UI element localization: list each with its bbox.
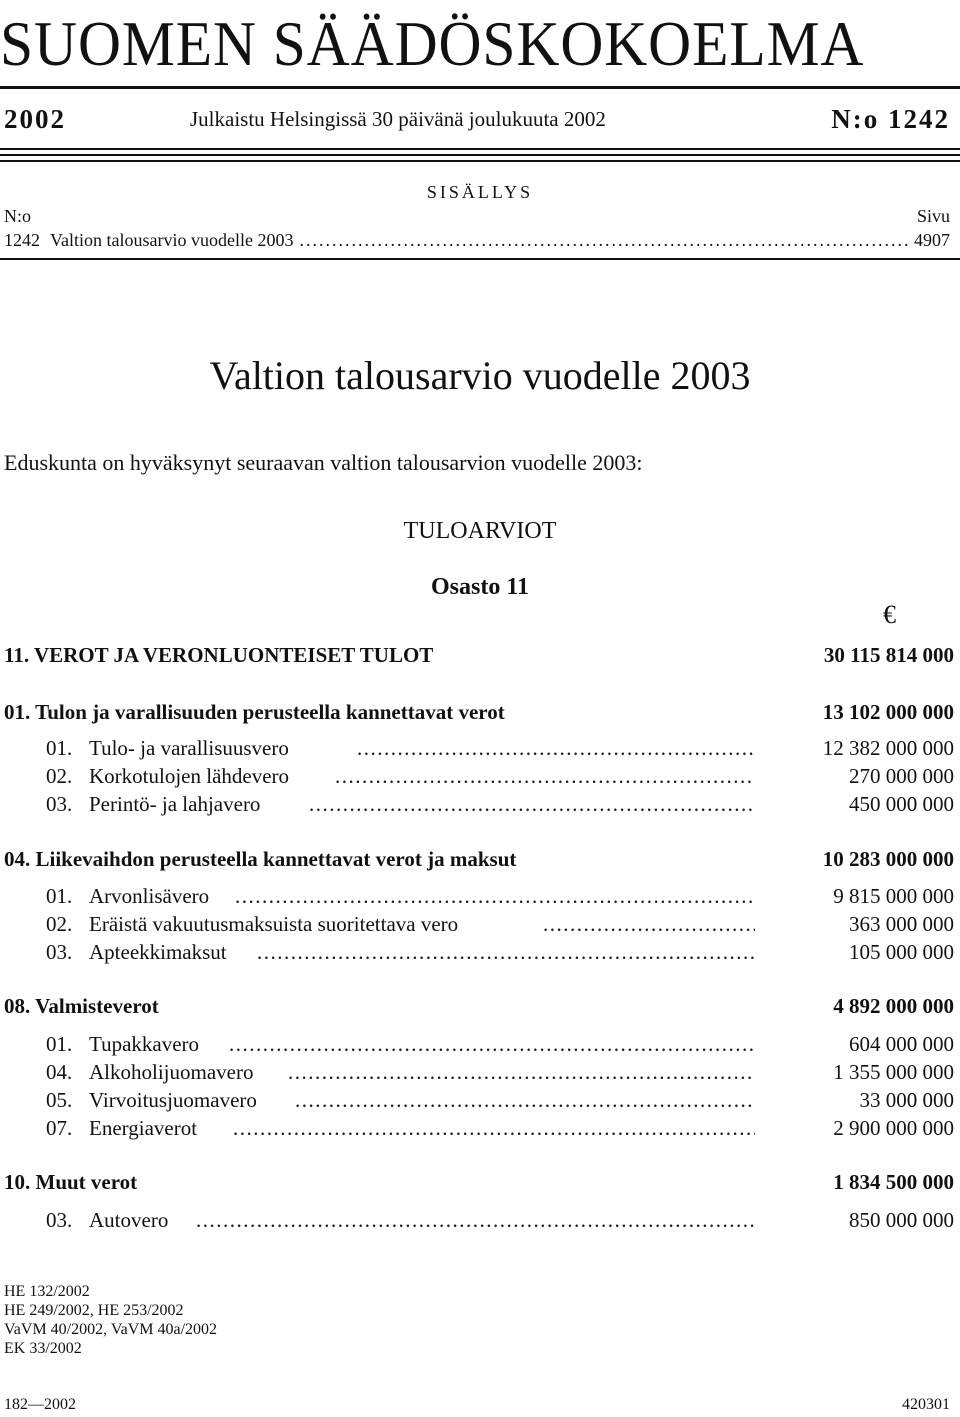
item-value: 363 000 000 — [849, 912, 954, 936]
item-number: 02. — [46, 764, 73, 788]
main-total-row — [0, 643, 960, 671]
leader-dots — [357, 736, 755, 761]
group-label: 01. Tulon ja varallisuuden perusteella kannettavat verot — [4, 700, 505, 724]
item-label: Eräistä vakuutusmaksuista suoritettava vero — [89, 912, 459, 936]
item-row — [0, 792, 960, 820]
toc-entry[interactable] — [4, 230, 950, 251]
group-row — [0, 700, 960, 728]
item-row — [0, 884, 960, 912]
item-row — [0, 1116, 960, 1144]
main-total-value: 30 115 814 000 — [823, 643, 954, 667]
currency-symbol: € — [883, 600, 896, 629]
item-label: Arvonlisävero — [89, 884, 210, 908]
item-number: 01. — [46, 1032, 73, 1056]
reference: HE 249/2002, HE 253/2002 — [4, 1302, 184, 1319]
item-value: 1 355 000 000 — [833, 1060, 954, 1084]
item-number: 07. — [46, 1116, 73, 1140]
leader-dots — [235, 884, 755, 909]
group-row — [0, 847, 960, 875]
item-value: 9 815 000 000 — [833, 884, 954, 908]
header-rule-3 — [0, 160, 960, 162]
item-row — [0, 912, 960, 940]
issue-year: 2002 — [4, 104, 66, 134]
item-label: Energiaverot — [89, 1116, 198, 1140]
item-number: 03. — [46, 792, 73, 816]
toc-entry-number: 1242 — [4, 230, 40, 250]
group-label: 10. Muut verot — [4, 1170, 138, 1194]
references — [4, 1282, 217, 1358]
publication-date: Julkaistu Helsingissä 30 päivänä joulukuuta 2002 — [190, 107, 606, 131]
item-row — [0, 764, 960, 792]
leader-dots — [335, 764, 755, 789]
document-title: Valtion talousarvio vuodelle 2003 — [209, 353, 751, 398]
group-row — [0, 1170, 960, 1198]
reference: EK 33/2002 — [4, 1340, 82, 1357]
item-number: 03. — [46, 940, 73, 964]
section-heading: TULOARVIOT — [403, 518, 557, 544]
masthead-rule — [0, 86, 960, 89]
item-value: 270 000 000 — [849, 764, 954, 788]
footer-right: 420301 — [902, 1396, 950, 1413]
toc-entry-title: Valtion talousarvio vuodelle 2003 — [50, 230, 294, 250]
item-label: Korkotulojen lähdevero — [89, 764, 290, 788]
group-value: 10 283 000 000 — [822, 847, 954, 871]
item-number: 01. — [46, 736, 73, 760]
leader-dots — [288, 1060, 755, 1085]
item-label: Autovero — [89, 1208, 169, 1232]
item-row — [0, 736, 960, 764]
reference: HE 132/2002 — [4, 1283, 90, 1300]
item-number: 03. — [46, 1208, 73, 1232]
group-value: 13 102 000 000 — [822, 700, 954, 724]
leader-dots — [257, 940, 755, 965]
intro-text: Eduskunta on hyväksynyt seuraavan valtion talousarvion vuodelle 2003: — [4, 450, 643, 475]
toc-col-number: N:o — [4, 206, 31, 226]
item-number: 02. — [46, 912, 73, 936]
group-label: 04. Liikevaihdon perusteella kannettavat verot ja maksut — [4, 847, 517, 871]
masthead-title: SUOMEN SÄÄDÖSKOKOELMA — [0, 8, 865, 79]
item-value: 450 000 000 — [849, 792, 954, 816]
item-value: 12 382 000 000 — [822, 736, 954, 760]
leader-dots — [229, 1032, 755, 1057]
header-rule-1 — [0, 148, 960, 150]
item-label: Alkoholijuomavero — [89, 1060, 254, 1084]
leader-dots — [295, 1088, 755, 1113]
leader-dots — [196, 1208, 755, 1233]
item-label: Virvoitusjuomavero — [89, 1088, 257, 1112]
reference: VaVM 40/2002, VaVM 40a/2002 — [4, 1321, 218, 1338]
group-label: 08. Valmisteverot — [4, 994, 159, 1018]
item-label: Tulo- ja varallisuusvero — [89, 736, 289, 760]
item-row — [0, 1088, 960, 1116]
header-rule-2 — [0, 154, 960, 156]
item-value: 850 000 000 — [849, 1208, 954, 1232]
item-label: Perintö- ja lahjavero — [89, 792, 261, 816]
leader-dots — [299, 230, 908, 251]
item-value: 604 000 000 — [849, 1032, 954, 1056]
leader-dots — [233, 1116, 755, 1141]
item-label: Tupakkavero — [89, 1032, 200, 1056]
item-row — [0, 1208, 960, 1236]
toc-rule — [0, 258, 960, 260]
toc-entry-page: 4907 — [914, 230, 950, 250]
item-value: 105 000 000 — [849, 940, 954, 964]
main-total-label: 11. VEROT JA VERONLUONTEISET TULOT — [4, 643, 434, 667]
leader-dots — [543, 912, 755, 937]
department-heading: Osasto 11 — [430, 574, 529, 600]
toc-col-page: Sivu — [916, 206, 950, 226]
item-number: 04. — [46, 1060, 73, 1084]
item-value: 33 000 000 — [859, 1088, 954, 1112]
footer-left: 182—2002 — [4, 1396, 76, 1413]
group-value: 1 834 500 000 — [833, 1170, 954, 1194]
leader-dots — [309, 792, 755, 817]
item-value: 2 900 000 000 — [833, 1116, 954, 1140]
group-value: 4 892 000 000 — [833, 994, 954, 1018]
item-row — [0, 1032, 960, 1060]
item-label: Apteekkimaksut — [89, 940, 227, 964]
group-row — [0, 994, 960, 1022]
item-number: 01. — [46, 884, 73, 908]
issue-number: N:o 1242 — [831, 104, 950, 134]
toc-heading: SISÄLLYS — [426, 182, 534, 202]
item-number: 05. — [46, 1088, 73, 1112]
item-row — [0, 940, 960, 968]
item-row — [0, 1060, 960, 1088]
